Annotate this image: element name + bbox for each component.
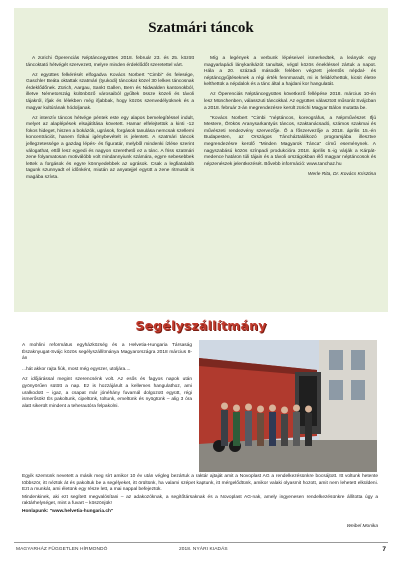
page-number: 7 xyxy=(382,546,386,553)
paragraph: A mohlini református egyházközség és a Helvetia-Hungaria Társaság Északnyugat-Svájc közös segélyszállítmánya Magyarországra 2018 március 8-án xyxy=(22,343,192,362)
paragraph: A zürichi Öperenciás Néptáncegyüttes 2018. február 23. és 25. között táncoktató hétvégét szervezett, melyre minden érdeklődőt szeretettel várt. xyxy=(26,56,194,68)
homepage-link: Honlapunk: "www.helvetia-hungaria.ch" xyxy=(22,508,114,514)
page-footer xyxy=(14,542,388,557)
paragraph: Az együttes felkérését elfogadva Kovács Norbert "Cimbi" és felesége, Gaschler Beáta oktattak szatmári (tyukodi) táncokat közel 30 lelkes táncosnak érdeklődőnek. Zürich, Aargau, Sankt Gallen, Bern és Nidwalden kantonokból, illetve Németország különböző városaiból gyűltek össze közeli és távoli tájakról, ifjak és lélekben még ifjabbak, hogy közös szenvedélyüknek és a magyar kultúrának hódoljanak. xyxy=(26,72,194,111)
paragraph: "Kovács Norbert "Cimbi "néptáncos, koreográfus, a Népművészet Ifjú Mestere, Örökös Aranysarkantyús táncos, szaktanácsadó, számos szakmai és művészeti rendezvény szervezője. Ő a főszervezője a 2018. április 15.-én Budapesten, az Országos Táncháztalálkozó programjába illesztve megrendezésre kerülő "Minden Magyarok Tánca" című eseménynek. A nagyszabású közös színpadi produkcióra 2018. április 5.-ig várják a Kárpát-medence határon túli tájain és a távoli országokban élő magyar néptáncosok és népzenészek jelentkezését. Bővebb információ: www.tanchaz.hu xyxy=(204,115,376,167)
publication-name: MAGYARHÁZ FÜGGETLEN HÍRMONDÓ xyxy=(16,547,108,552)
paragraph: Az időjárással megint szerencsénk volt. Az esős és fagyos napok után gyönyörűen sütött a nap. Ez is hozzájárult a kellemes hangulathoz, ami uralkodott – igaz, a csapat már jónéhány fuvarnál dolgozott együtt, régi ismerősök! És pakoltunk, cipeltünk, toltunk, emeltünk és nyögtünk – alig 3 óra alatt sikerült mindent a teherautóra felpakolni. xyxy=(22,377,192,409)
group-photo-truck xyxy=(199,340,377,472)
paragraph: Az intenzív táncos hétvége péntek este egy alapos bemelegítéssel indult, melyet az alaplépések elsajátítása követett. Hamar elfelejtettük a kinti -12 fokos hideget, hiszen a bokázók, ugrások, forgások tanulása nemcsak szellemi koncentrációt, hanem fizikai igénybevételt is jelentett. A szatmári táncok jellegzetessége a gazdag lépés- és figuratár, melyből mindenki ízlése szerint válogathat, ettől lesz egyedi és nagyon szerethető ez a tánc. A friss szatmári zene folyamatosan motiválóbb volt mindannyiunk számára, egyre sebesebbek lettek a forgások és egyre könnyedebbek az ugrások. Csak a legfiatalabb tagunk szunnyadt el időnként, miután az anyatejjel együtt a zene ritmusát is magába szívta. xyxy=(26,115,194,180)
paragraph: Míg a legények a verbunk lépéseivel ismerkedtek, a leányok egy magyarlapádi lánykarikázót tanultak, végül közös énekléssel zártuk a napot. Hála a 20. századi második felében végzett jelentős népdal- és néptáncgyűjtéseknek a régi érték fennmaradt, mi is felidézhettük, kicsit életre kelthettük a népdalok és a tánc által a hajdani kor hangulatát. xyxy=(204,56,376,88)
article-column-right xyxy=(204,56,376,178)
paragraph: Mindenkinek, aki ezt segített megvalósítani – az adakozóknak, a segítőtársaknak és a Novoplast AG-nak, amely ingyenesen rendelkezésünkre állította úgy a raktárhelységet, mint a fuvart – köszönjük! xyxy=(22,494,378,507)
paragraph: Egyik szemünk nevetett a másik meg sírt amikor 10 év után végleg bezártuk a raktár ajtaját amit a Novoplast AG a rendelkezésünkre bocsájtott. Itt voltunk hetente többször, itt néztük át és pakoltuk be a segélyeket, itt örültünk, ha valami szépet kaptunk, itt mérgelődtünk, amikor valaki olyasmit hozott, amit nem lehetett elküldeni. Ezt a munkát, ami életünk egy része lett, a mai nappal befejeztük. xyxy=(22,474,378,493)
article-signature: Weibel Monika xyxy=(346,524,378,529)
article-title: Segélyszállítmány xyxy=(135,318,267,333)
article-column-left xyxy=(26,56,194,185)
article-body xyxy=(22,474,378,517)
article-signature: Werle Rita, Dr. Kovács Krisztina xyxy=(308,171,376,177)
edition-label: 2018. NYÁRI KIADÁS xyxy=(179,547,228,552)
article-intro xyxy=(22,343,192,414)
article-szatmari-tancok xyxy=(14,8,388,312)
paragraph: ...hát akkor rajta fiúk, most még egyszer, utoljára.... xyxy=(22,366,131,372)
paragraph: Az Öperenciás Néptáncegyüttes következő fellépése 2018. március 10-én lesz Münchenben, válasszuti táncokkal. Az együttes választott műsorát Svájcban a 2018. február 3-án megrendezésre került zürichi Magyar Bálon mutatta be. xyxy=(204,92,376,111)
article-title: Szatmári táncok xyxy=(148,20,254,36)
